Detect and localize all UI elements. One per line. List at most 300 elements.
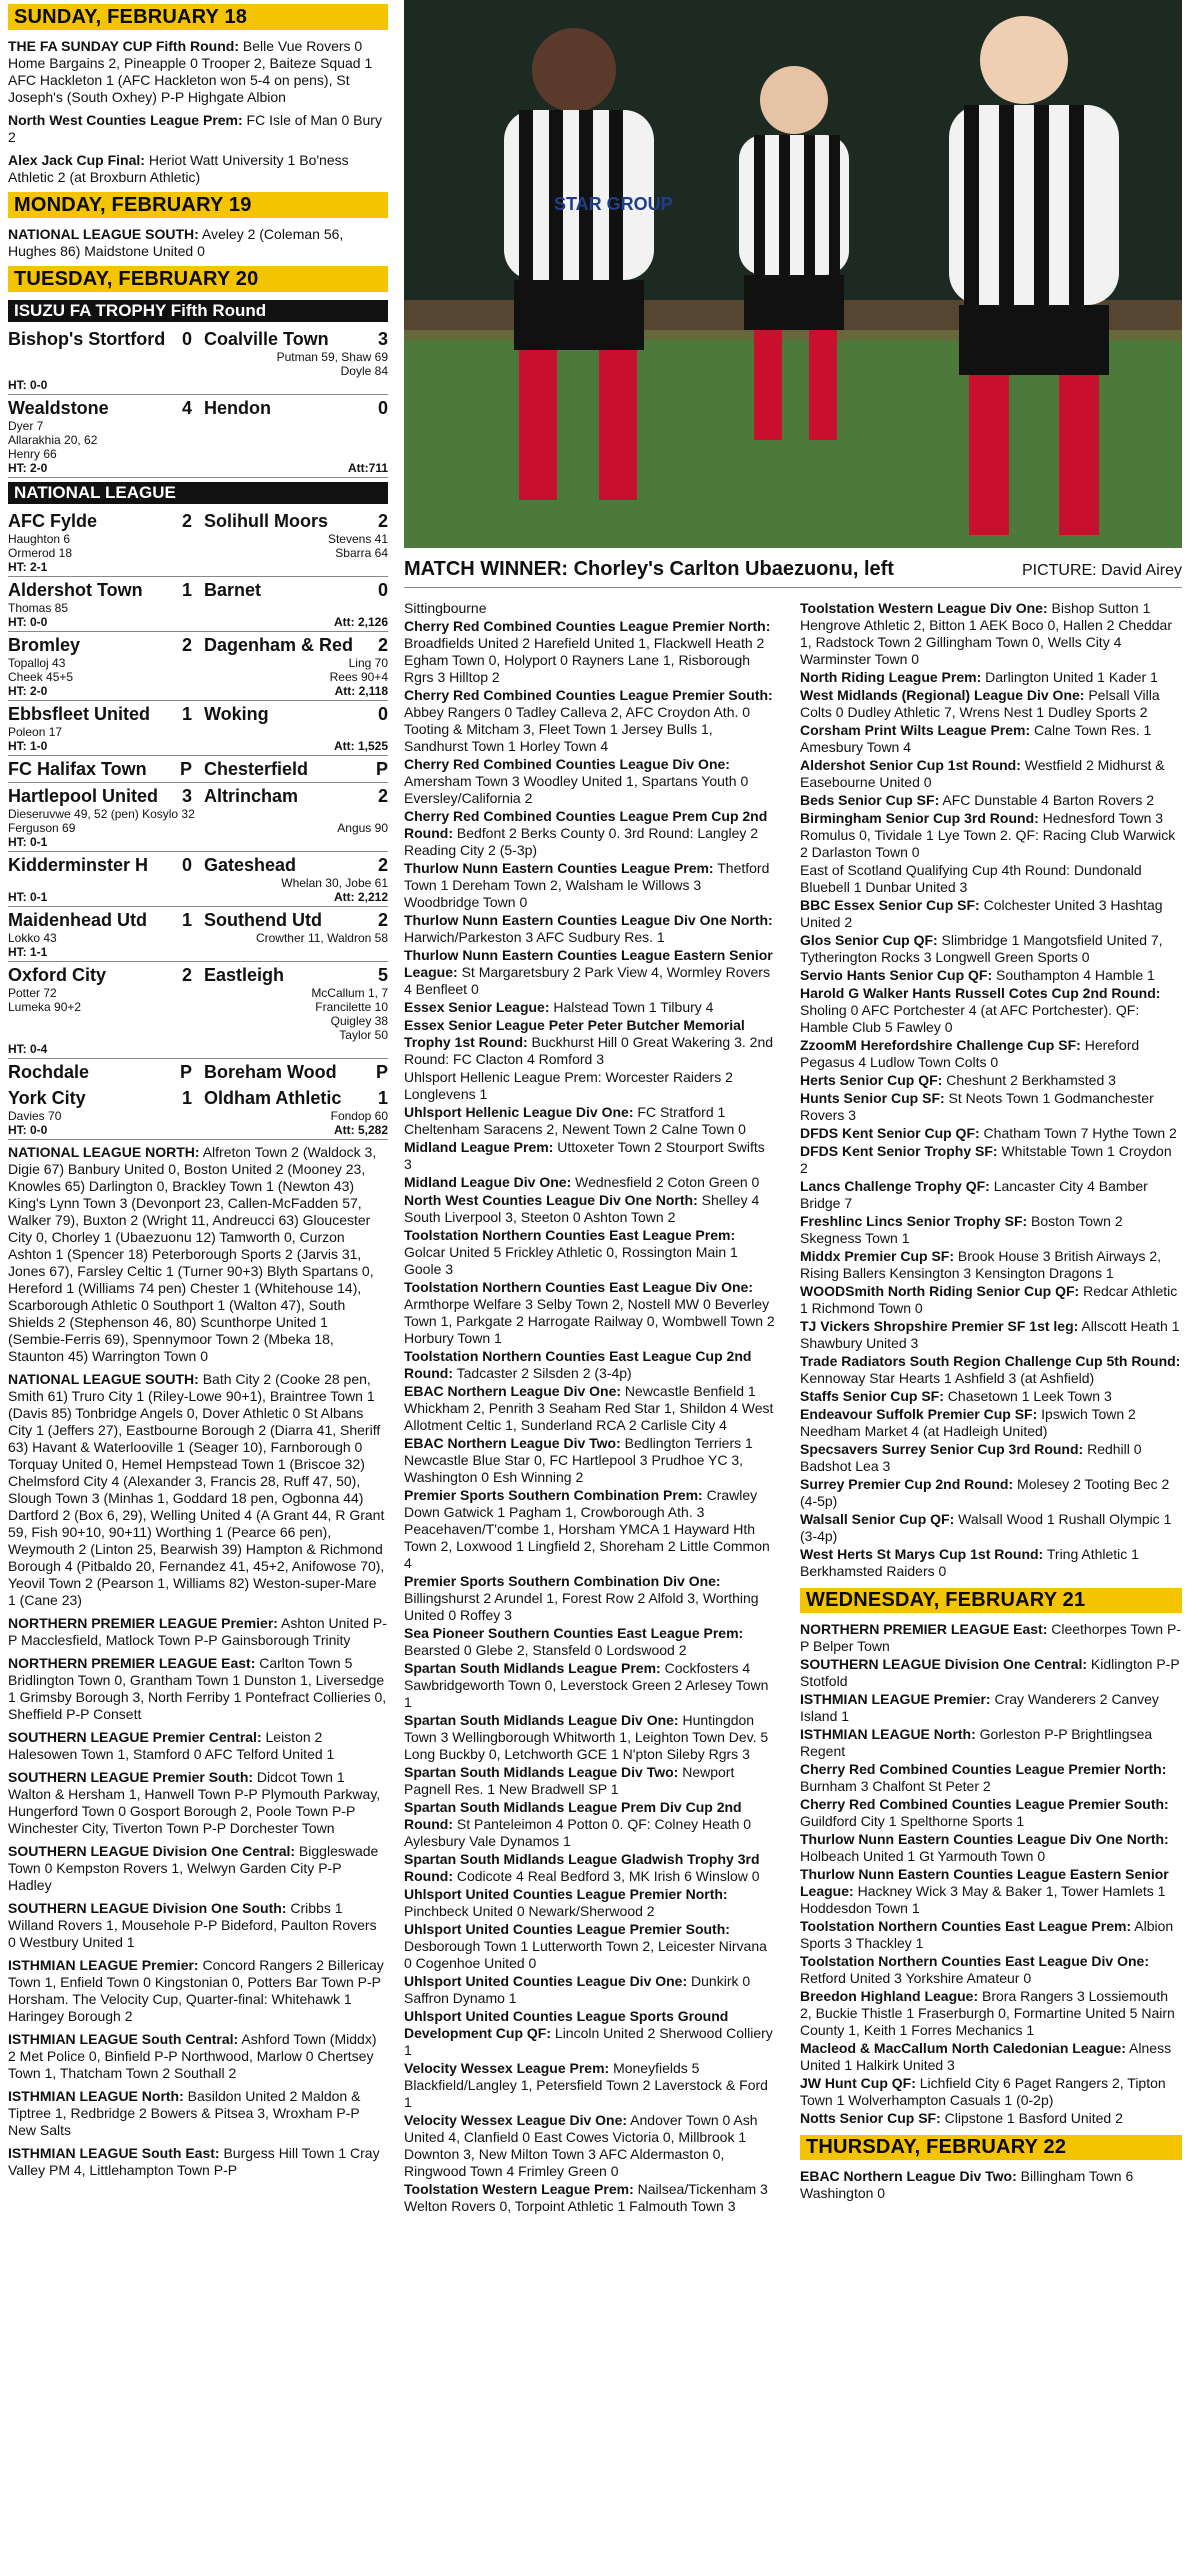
result-heading: NORTHERN PREMIER LEAGUE East: — [800, 1621, 1048, 1637]
result-heading: North West Counties League Prem: — [8, 112, 243, 128]
away-team: Coalville Town — [204, 329, 329, 349]
home-score: 3 — [181, 786, 192, 806]
result-entry — [800, 1953, 1182, 1987]
away-scorers: Fondop 60 — [330, 1109, 388, 1123]
result-paragraph — [8, 1769, 388, 1837]
result-heading: Alex Jack Cup Final: — [8, 152, 145, 168]
result-entry — [404, 1069, 776, 1103]
result-text: Bearsted 0 Glebe 2, Stansfeld 0 Lordswood 2 — [404, 1642, 687, 1658]
half-time-score: HT: 2-0 — [8, 684, 48, 698]
result-heading: Birmingham Senior Cup 3rd Round: — [800, 810, 1039, 826]
result-heading: Midland League Prem: — [404, 1139, 554, 1155]
result-entry — [800, 1318, 1182, 1352]
result-text: Walsall Wood 1 Rushall Olympic 1 (3-4p) — [800, 1511, 1172, 1544]
result-heading: Premier Sports Southern Combination Prem: — [404, 1487, 703, 1503]
home-team: Rochdale — [8, 1062, 90, 1082]
result-text: Newcastle Benfield 1 Whickham 2, Penrith 3 Seaham Red Star 1, Shildon 4 West Allotment Celtic 1, Sunderland RCA 2 Carlisle City 4 — [404, 1383, 774, 1433]
result-text: Basildon United 2 Maldon & Tiptree 1, Redbridge 2 Bowers & Pitsea 3, Wroxham P-P New Salts — [8, 2088, 361, 2138]
fixture — [8, 326, 388, 395]
result-text: Billingshurst 2 Arundel 1, Forest Row 2 Alfold 3, Worthing United 0 Roffey 3 — [404, 1590, 759, 1623]
fixture — [8, 907, 388, 962]
result-entry — [404, 600, 776, 617]
result-heading: Thurlow Nunn Eastern Counties League Div One North: — [800, 1831, 1169, 1847]
home-side — [8, 1088, 198, 1109]
scorers-row — [8, 821, 388, 835]
scorers-row — [8, 601, 388, 615]
away-side — [198, 786, 388, 807]
away-score: 5 — [377, 965, 388, 985]
away-side — [198, 398, 388, 419]
photo-caption — [404, 558, 1182, 588]
result-entry — [404, 1921, 776, 1972]
fixture — [8, 962, 388, 1059]
result-heading: Cherry Red Combined Counties League Premier North: — [800, 1761, 1167, 1777]
result-text: Harwich/Parkeston 3 AFC Sudbury Res. 1 — [404, 929, 665, 945]
result-entry — [800, 1761, 1182, 1795]
result-text: Whitstable Town 1 Croydon 2 — [800, 1143, 1172, 1176]
result-heading: Macleod & MacCallum North Caledonian League: — [800, 2040, 1126, 2056]
photo-credit: PICTURE: David Airey — [1021, 562, 1182, 579]
result-text: Slimbridge 1 Mangotsfield United 7, Tytherington Rocks 3 Longwell Green Sports 0 — [800, 932, 1163, 965]
away-team: Altrincham — [204, 786, 299, 806]
result-heading: Corsham Print Wilts League Prem: — [800, 722, 1031, 738]
result-entry — [800, 600, 1182, 668]
result-heading: Middx Premier Cup SF: — [800, 1248, 955, 1264]
result-text: Huntingdon Town 3 Wellingborough Whitworth 1, Leighton Town Dev. 5 Long Buckby 0, Letchworth GCE 1 N'pton Sileby Rgrs 3 — [404, 1712, 769, 1762]
home-side — [8, 580, 198, 601]
half-time-score: HT: 2-1 — [8, 560, 48, 574]
away-scorers: Whelan 30, Jobe 61 — [281, 876, 388, 890]
fixture — [8, 632, 388, 701]
away-scorers: Doyle 84 — [340, 364, 388, 378]
middle-results — [404, 600, 776, 2215]
result-heading: ISTHMIAN LEAGUE Premier: — [800, 1691, 991, 1707]
result-heading: Essex Senior League Peter Peter Butcher Memorial Trophy 1st Round: — [404, 1017, 745, 1050]
result-text: Allscott Heath 1 Shawbury United 3 — [800, 1318, 1180, 1351]
away-side — [198, 1088, 388, 1109]
home-score: 1 — [181, 704, 192, 724]
fixture — [8, 783, 388, 852]
attendance: Att: 1,525 — [333, 739, 388, 753]
result-heading: Notts Senior Cup SF: — [800, 2110, 941, 2126]
result-text: East of Scotland Qualifying Cup 4th Round: Dundonald Bluebell 1 Dunbar United 3 — [800, 862, 1142, 895]
result-heading: Premier Sports Southern Combination Div One: — [404, 1573, 721, 1589]
fixture-footer — [8, 684, 388, 698]
home-score: P — [179, 1062, 192, 1082]
home-team: Hartlepool United — [8, 786, 159, 806]
home-score: 4 — [181, 398, 192, 418]
result-heading: ISTHMIAN LEAGUE North: — [800, 1726, 976, 1742]
home-team: FC Halifax Town — [8, 759, 147, 779]
day-heading-tuesday: TUESDAY, FEBRUARY 20 — [8, 266, 388, 292]
result-heading: Cherry Red Combined Counties League Div One: — [404, 756, 730, 772]
result-entry — [404, 1227, 776, 1278]
result-entry — [404, 1487, 776, 1572]
home-side — [8, 1062, 198, 1083]
away-team: Boreham Wood — [204, 1062, 337, 1082]
result-entry — [404, 618, 776, 686]
away-score: 2 — [377, 910, 388, 930]
result-heading: Harold G Walker Hants Russell Cotes Cup 2nd Round: — [800, 985, 1161, 1001]
result-text: Ipswich Town 2 Needham Market 4 (at Hadleigh United) — [800, 1406, 1136, 1439]
result-text: Gorleston P-P Brightlingsea Regent — [800, 1726, 1153, 1759]
result-heading: Toolstation Western League Div One: — [800, 600, 1048, 616]
result-text: Hednesford Town 3 Romulus 0, Tividale 1 Lye Town 2. QF: Racing Club Warwick 2 Darlaston Town 0 — [800, 810, 1176, 860]
fixture-score-line — [8, 398, 388, 419]
home-team: Wealdstone — [8, 398, 109, 418]
result-heading: Glos Senior Cup QF: — [800, 932, 938, 948]
home-side — [8, 511, 198, 532]
result-entry — [800, 810, 1182, 861]
result-text: Lichfield City 6 Paget Rangers 2, Tipton Town 1 Wolverhampton Casuals 1 (0-2p) — [800, 2075, 1166, 2108]
away-scorers: Francilette 10 — [315, 1000, 388, 1014]
result-text: Southampton 4 Hamble 1 — [992, 967, 1155, 983]
away-scorers: Rees 90+4 — [329, 670, 388, 684]
away-score: P — [375, 759, 388, 779]
result-text: Burnham 3 Chalfont St Peter 2 — [800, 1778, 991, 1794]
result-paragraph — [8, 1729, 388, 1763]
result-entry — [404, 1712, 776, 1763]
result-paragraph — [8, 1615, 388, 1649]
result-text: Redhill 0 Badshot Lea 3 — [800, 1441, 1142, 1474]
result-heading: NORTHERN PREMIER LEAGUE East: — [8, 1655, 256, 1671]
result-entry — [404, 1279, 776, 1347]
result-heading: Toolstation Northern Counties East League Cup 2nd Round: — [404, 1348, 752, 1381]
result-text: Aveley 2 (Coleman 56, Hughes 86) Maidstone United 0 — [8, 226, 344, 259]
home-scorers: Cheek 45+5 — [8, 670, 74, 684]
fixture-score-line — [8, 580, 388, 601]
result-entry — [800, 1213, 1182, 1247]
competition-bar-fa-trophy: ISUZU FA TROPHY Fifth Round — [8, 300, 388, 322]
away-score: P — [375, 1062, 388, 1082]
result-heading: Midland League Div One: — [404, 1174, 572, 1190]
away-side — [198, 635, 388, 656]
away-team: Eastleigh — [204, 965, 285, 985]
half-time-score: HT: 0-1 — [8, 835, 48, 849]
home-team: Bishop's Stortford — [8, 329, 166, 349]
result-text: Cray Wanderers 2 Canvey Island 1 — [800, 1691, 1159, 1724]
away-score: 3 — [377, 329, 388, 349]
result-entry — [800, 1248, 1182, 1282]
result-text: Redcar Athletic 1 Richmond Town 0 — [800, 1283, 1178, 1316]
scorers-row — [8, 364, 388, 378]
away-scorers — [198, 601, 388, 615]
result-text: Sholing 0 AFC Portchester 4 (at AFC Portchester). QF: Hamble Club 5 Fawley 0 — [800, 1002, 1140, 1035]
home-score: 2 — [181, 635, 192, 655]
result-entry — [800, 1511, 1182, 1545]
fixture-score-line — [8, 329, 388, 350]
fixture — [8, 1059, 388, 1085]
result-paragraph — [8, 152, 388, 186]
result-heading: Thurlow Nunn Eastern Counties League Div One North: — [404, 912, 773, 928]
fixture-footer — [8, 945, 388, 959]
result-heading: NORTHERN PREMIER LEAGUE Premier: — [8, 1615, 278, 1631]
result-text: Tadcaster 2 Silsden 2 (3-4p) — [452, 1365, 632, 1381]
monday-results — [8, 226, 388, 260]
result-heading: NATIONAL LEAGUE SOUTH: — [8, 1371, 199, 1387]
away-side — [198, 704, 388, 725]
day-heading-wednesday: WEDNESDAY, FEBRUARY 21 — [800, 1588, 1182, 1613]
home-scorers — [8, 876, 198, 890]
result-heading: EBAC Northern League Div Two: — [404, 1435, 621, 1451]
result-entry — [800, 1918, 1182, 1952]
fixture-footer — [8, 378, 388, 392]
away-scorers — [198, 433, 388, 447]
home-team: Oxford City — [8, 965, 107, 985]
result-text: Leiston 2 Halesowen Town 1, Stamford 0 AFC Telford United 1 — [8, 1729, 335, 1762]
wednesday-results — [800, 1621, 1182, 2127]
result-entry — [800, 2168, 1182, 2202]
right-column — [800, 600, 1182, 2560]
away-scorers — [198, 725, 388, 739]
result-text: St Neots Town 1 Godmanchester Rovers 3 — [800, 1090, 1154, 1123]
result-paragraph — [8, 1655, 388, 1723]
home-scorers — [8, 364, 198, 378]
away-score: 2 — [377, 635, 388, 655]
result-heading: EBAC Northern League Div One: — [404, 1383, 622, 1399]
home-team: Ebbsfleet United — [8, 704, 151, 724]
home-scorers: Allarakhia 20, 62 — [8, 433, 98, 447]
home-scorers — [8, 1014, 198, 1028]
result-entry — [404, 2112, 776, 2180]
attendance: Att: 5,282 — [333, 1123, 388, 1137]
result-text: Chatham Town 7 Hythe Town 2 — [979, 1125, 1177, 1141]
result-text: Shelley 4 South Liverpool 3, Steeton 0 Ashton Town 2 — [404, 1192, 760, 1225]
home-team: Maidenhead Utd — [8, 910, 148, 930]
home-scorers: Thomas 85 — [8, 601, 69, 615]
result-heading: Aldershot Senior Cup 1st Round: — [800, 757, 1021, 773]
result-text: FC Stratford 1 Cheltenham Saracens 2, Newent Town 2 Calne Town 0 — [404, 1104, 746, 1137]
result-heading: Sea Pioneer Southern Counties East League Prem: — [404, 1625, 744, 1641]
result-heading: Lancs Challenge Trophy QF: — [800, 1178, 990, 1194]
away-side — [198, 1062, 388, 1083]
away-side — [198, 965, 388, 986]
half-time-score: HT: 0-0 — [8, 1123, 48, 1137]
fixture — [8, 756, 388, 783]
result-entry — [404, 687, 776, 755]
away-team: Woking — [204, 704, 269, 724]
result-text: Broadfields United 2 Harefield United 1, Flackwell Heath 2 Egham Town 0, Holyport 0 Rayners Lane 1, Risborough Rgrs 3 Hilltop 2 — [404, 635, 765, 685]
home-score: 1 — [181, 580, 192, 600]
fixture-footer — [8, 560, 388, 574]
result-heading: THE FA SUNDAY CUP Fifth Round: — [8, 38, 239, 54]
attendance: Att: 2,212 — [333, 890, 388, 904]
result-heading: NATIONAL LEAGUE NORTH: — [8, 1144, 200, 1160]
result-text: Bath City 2 (Cooke 28 pen, Smith 61) Truro City 1 (Riley-Lowe 90+1), Braintree Town 1 (Davis 85) Tonbridge Angels 0, Dover Athletic 0 St Albans City 1 (Jeffers 27), Eastbourne Borough 2 (Diarra 41, Sheriff 63) Havant & Waterlooville 1 (Seager 10), Farnborough 0 Torquay United 0, Hemel Hempstead Town 1 (Briscoe 32) Chelmsford City 4 (Alexander 3, Francis 28, Ruff 47, 50), Slough Town 3 (Minhas 1, Goddard 18 pen, Ogbonna 44) Dartford 2 (Box 6, 29), Welling United 4 (A Grant 44, R Grant 59, Fish 90+10, 90+11) Worthing 1 (Pearce 66 pen), Weymouth 2 (Linton 25, Bearwish 39) Hampton & Richmond Borough 4 (Pitbaldo 20, Fernandez 41, 45+2, Anifowose 70), Yeovil Town 2 (Pearson 1, Williams 82) Weston-super-Mare 1 (Cane 23) — [8, 1371, 385, 1608]
result-text: Belle Vue Rovers 0 Home Bargains 2, Pineapple 0 Trooper 2, Baiteze Squad 1 AFC Hackleton 1 (AFC Hackleton won 5-4 on pens), St Joseph's (South Oxhey) P-P Highgate Albion — [8, 38, 373, 105]
result-paragraph — [8, 1144, 388, 1365]
result-text: Albion Sports 3 Thackley 1 — [800, 1918, 1174, 1951]
caption-text: MATCH WINNER: Chorley's Carlton Ubaezuonu, left — [404, 558, 894, 580]
result-heading: Velocity Wessex League Div One: — [404, 2112, 628, 2128]
result-text: Desborough Town 1 Lutterworth Town 2, Leicester Nirvana 0 Cogenhoe United 0 — [404, 1938, 767, 1971]
home-scorers: Henry 66 — [8, 447, 57, 461]
home-side — [8, 704, 198, 725]
result-text: Retford United 3 Yorkshire Amateur 0 — [800, 1970, 1032, 1986]
result-text: Crawley Down Gatwick 1 Pagham 1, Crowborough Ath. 3 Peacehaven/T'combe 1, Horsham YMCA 1 Hayward Hth Town 2, Loxwood 1 Lingfield 2, Shoreham 2 Little Common 4 — [404, 1487, 770, 1571]
result-text: Cleethorpes Town P-P Belper Town — [800, 1621, 1181, 1654]
result-heading: SOUTHERN LEAGUE Division One South: — [8, 1900, 287, 1916]
home-scorers: Dieseruvwe 49, 52 (pen) Kosylo 32 — [8, 807, 195, 821]
scorers-row — [8, 1014, 388, 1028]
result-entry — [800, 669, 1182, 686]
result-heading: Walsall Senior Cup QF: — [800, 1511, 955, 1527]
result-text: Darlington United 1 Kader 1 — [981, 669, 1158, 685]
scorers-row — [8, 419, 388, 433]
result-text: Moneyfields 5 Blackfield/Langley 1, Petersfield Town 2 Laverstock & Ford 1 — [404, 2060, 768, 2110]
result-heading: Breedon Highland League: — [800, 1988, 979, 2004]
result-entry — [404, 1192, 776, 1226]
left-column — [8, 0, 388, 2560]
half-time-score: HT: 0-1 — [8, 890, 48, 904]
away-score: 0 — [377, 398, 388, 418]
result-heading: West Herts St Marys Cup 1st Round: — [800, 1546, 1044, 1562]
home-side — [8, 759, 198, 780]
scorers-row — [8, 656, 388, 670]
fixture-footer — [8, 1042, 388, 1056]
home-score: 0 — [181, 329, 192, 349]
half-time-score: HT: 0-4 — [8, 1042, 48, 1056]
result-entry — [404, 1174, 776, 1191]
result-heading: Essex Senior League: — [404, 999, 550, 1015]
result-text: Westfield 2 Midhurst & Easebourne United 0 — [800, 757, 1165, 790]
result-text: Guildford City 1 Spelthorne Sports 1 — [800, 1813, 1025, 1829]
fixture-score-line — [8, 1088, 388, 1109]
result-text: Chasetown 1 Leek Town 3 — [943, 1388, 1112, 1404]
result-entry — [404, 1851, 776, 1885]
result-text: AFC Dunstable 4 Barton Rovers 2 — [939, 792, 1155, 808]
result-heading: BBC Essex Senior Cup SF: — [800, 897, 980, 913]
result-text: Andover Town 0 Ash United 4, Clanfield 0 East Cowes Victoria 0, Millbrook 1 Downton 3, New Milton Town 3 AFC Aldermaston 0, Ringwood Town 4 Frimley Green 0 — [404, 2112, 758, 2179]
scorers-row — [8, 546, 388, 560]
result-entry — [404, 756, 776, 807]
result-text: Cockfosters 4 Sawbridgeworth Town 0, Leverstock Green 2 Arlesey Town 1 — [404, 1660, 769, 1710]
home-score: P — [179, 759, 192, 779]
result-entry — [404, 2181, 776, 2215]
fixture-score-line — [8, 759, 388, 780]
fixture — [8, 1085, 388, 1140]
scorers-row — [8, 1000, 388, 1014]
home-side — [8, 910, 198, 931]
result-entry — [404, 1348, 776, 1382]
result-heading: WOODSmith North Riding Senior Cup QF: — [800, 1283, 1080, 1299]
result-heading: Uhlsport United Counties League Premier South: — [404, 1921, 730, 1937]
result-heading: Servio Hants Senior Cup QF: — [800, 967, 993, 983]
home-score: 0 — [181, 855, 192, 875]
home-score: 2 — [181, 511, 192, 531]
result-entry — [404, 1435, 776, 1486]
result-heading: ISTHMIAN LEAGUE South East: — [8, 2145, 220, 2161]
result-entry — [800, 2110, 1182, 2127]
result-heading: Spartan South Midlands League Div One: — [404, 1712, 679, 1728]
result-text: Dunkirk 0 Saffron Dynamo 1 — [404, 1973, 751, 2006]
away-side — [198, 329, 388, 350]
result-entry — [800, 1988, 1182, 2039]
result-heading: Uhlsport United Counties League Div One: — [404, 1973, 688, 1989]
result-text: Cribbs 1 Willand Rovers 1, Mousehole P-P Bideford, Paulton Rovers 0 Westbury United 1 — [8, 1900, 377, 1950]
result-entry — [800, 1621, 1182, 1655]
home-side — [8, 329, 198, 350]
away-scorers — [198, 419, 388, 433]
result-text: Nailsea/Tickenham 3 Welton Rovers 0, Torpoint Athletic 1 Falmouth Town 3 — [404, 2181, 768, 2214]
scorers-row — [8, 876, 388, 890]
result-heading: Cherry Red Combined Counties League Premier South: — [800, 1796, 1169, 1812]
result-heading: North West Counties League Div One North: — [404, 1192, 698, 1208]
result-entry — [800, 1143, 1182, 1177]
home-team: Kidderminster H — [8, 855, 149, 875]
scorers-row — [8, 350, 388, 364]
result-entry — [800, 1090, 1182, 1124]
competition-bar-national-league: NATIONAL LEAGUE — [8, 482, 388, 504]
result-entry — [404, 1104, 776, 1138]
players-celebration-illustration — [404, 0, 1182, 548]
result-text: Ashford Town (Middx) 2 Met Police 0, Binfield P-P Northwood, Marlow 0 Chertsey Town 1, Thatcham Town 2 Southall 2 — [8, 2031, 377, 2081]
away-scorers — [198, 807, 388, 821]
home-scorers: Dyer 7 — [8, 419, 44, 433]
result-text: Alfreton Town 2 (Waldock 3, Digie 67) Banbury United 0, Boston United 2 (Mooney 23, Knowles 65) Darlington 0, Brackley Town 1 (Newton 43) King's Lynn Town 3 (Devonport 23, Callen-McFadden 57, Walker 79), Buxton 2 (Wright 11, Andreucci 63) Gloucester City 0, Chorley 1 (Ubaezuonu 12) Tamworth 0, Curzon Ashton 1 (Spencer 18) Peterborough Sports 2 (Jarvis 31, Jones 67), Farsley Celtic 1 (Turner 90+3) Blyth Spartans 0, Hereford 1 (Williams 74 pen) Chester 1 (Whitehouse 14), Scarborough Athletic 0 Southport 1 (Walton 47), South Shields 2 (Stephenson 46, 80) Scunthorpe United 1 (Sembie-Ferris 69), Spennymoor Town 2 (Mbeka 18, Staunton 45) Warrington Town 0 — [8, 1144, 377, 1364]
result-heading: ZzoomM Herefordshire Challenge Cup SF: — [800, 1037, 1081, 1053]
away-scorers — [198, 447, 388, 461]
result-heading: JW Hunt Cup QF: — [800, 2075, 916, 2091]
result-entry — [404, 2060, 776, 2111]
away-score: 1 — [377, 1088, 388, 1108]
result-entry — [800, 1546, 1182, 1580]
result-entry — [404, 860, 776, 911]
result-text: Burgess Hill Town 1 Cray Valley PM 4, Littlehampton Town P-P — [8, 2145, 380, 2178]
result-entry — [800, 1406, 1182, 1440]
day-heading-sunday: SUNDAY, FEBRUARY 18 — [8, 4, 388, 30]
result-text: FC Isle of Man 0 Bury 2 — [8, 112, 382, 145]
away-team: Hendon — [204, 398, 271, 418]
half-time-score: HT: 0-0 — [8, 378, 48, 392]
middle-column — [404, 600, 776, 2560]
scorers-row — [8, 1109, 388, 1123]
result-entry — [800, 897, 1182, 931]
result-text: Molesey 2 Tooting Bec 2 (4-5p) — [800, 1476, 1170, 1509]
result-heading: Thurlow Nunn Eastern Counties League Eastern Senior League: — [404, 947, 773, 980]
scorers-row — [8, 807, 388, 821]
sunday-results — [8, 38, 388, 186]
result-paragraph — [8, 226, 388, 260]
scorers-row — [8, 725, 388, 739]
result-text: Concord Rangers 2 Billericay Town 1, Enfield Town 0 Kingstonian 0, Potters Bar Town P-P Horsham. The Velocity Cup, Quarter-final: Whitehawk 1 Haringey Borough 2 — [8, 1957, 384, 2024]
result-entry — [800, 687, 1182, 721]
result-entry — [404, 2008, 776, 2059]
fixture-score-line — [8, 1062, 388, 1083]
result-entry — [404, 1886, 776, 1920]
result-heading: Uhlsport Hellenic League Div One: — [404, 1104, 634, 1120]
result-text: Bedlington Terriers 1 Newcastle Blue Star 0, FC Hartlepool 3 Prudhoe YC 3, Washington 0 Esh Winning 2 — [404, 1435, 753, 1485]
result-heading: Uhlsport United Counties League Premier North: — [404, 1886, 728, 1902]
away-scorers: Sbarra 64 — [335, 546, 388, 560]
result-text: Clipstone 1 Basford United 2 — [940, 2110, 1123, 2126]
result-heading: Surrey Premier Cup 2nd Round: — [800, 1476, 1014, 1492]
home-scorers: Topalloj 43 — [8, 656, 66, 670]
result-text: Holbeach United 1 Gt Yarmouth Town 0 — [800, 1848, 1046, 1864]
result-heading: ISTHMIAN LEAGUE South Central: — [8, 2031, 239, 2047]
result-heading: EBAC Northern League Div Two: — [800, 2168, 1017, 2184]
away-team: Southend Utd — [204, 910, 322, 930]
home-team: York City — [8, 1088, 86, 1108]
result-entry — [800, 985, 1182, 1036]
fixture-footer — [8, 461, 388, 475]
result-text: Alness United 1 Halkirk United 3 — [800, 2040, 1172, 2073]
away-scorers: Ling 70 — [348, 656, 388, 670]
result-entry — [800, 2075, 1182, 2109]
result-heading: Spartan South Midlands League Prem: — [404, 1660, 661, 1676]
fixture — [8, 395, 388, 478]
result-entry — [800, 862, 1182, 896]
